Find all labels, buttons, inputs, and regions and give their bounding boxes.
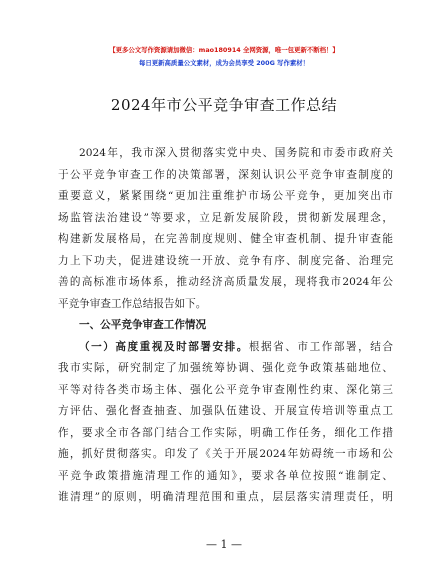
intro-line: 2024年，我市深入贯彻落实党中央、国务院和市委市政府关 xyxy=(79,147,393,159)
intro-line: 力上下功夫，促进建设统一开放、竞争有序、制度完备、治理完 xyxy=(58,254,393,267)
promo-banner-line1: 【更多公文写作资源请加微信：mao180914 全网资源，唯一包更新不断档！】 xyxy=(109,46,339,54)
intro-line: 重要意义，紧紧围绕“更加注重维护市场公平竞争，更加突出市 xyxy=(58,190,393,202)
document-title: 2024年市公平竞争审查工作总结 xyxy=(110,96,338,114)
subsection-heading: （一）高度重视及时部署安排。 xyxy=(79,340,249,353)
promo-banner-line2: 每日更新高质量公文素材，成为会员享受 200G 写作素材！ xyxy=(138,59,310,67)
subsection-line: 方评估、强化督查抽查、加强队伍建设、开展宣传培训等重点工 xyxy=(58,405,393,417)
intro-line: 构建新发展格局，在完善制度规则、健全审查机制、提升审查能 xyxy=(58,233,393,245)
intro-line: 平竞争审查工作总结报告如下。 xyxy=(58,297,207,310)
subsection-line: 施，抓好贯彻落实。印发了《关于开展2024年妨碍统一市场和公 xyxy=(58,448,393,460)
subsection-line: 平竞争政策措施清理工作的通知》，要求各单位按照“谁制定、 xyxy=(58,469,393,482)
subsection-first-text: 根据省、市工作部署，结合 xyxy=(248,340,393,353)
page-number: — 1 — xyxy=(206,538,242,551)
intro-line: 于公平竞争审查工作的决策部署，深刻认识公平竞争审查制度的 xyxy=(58,168,393,181)
subsection-line: 平等对待各类市场主体、强化公平竞争审查刚性约束、深化第三 xyxy=(58,383,393,396)
section-heading: 一、公平竞争审查工作情况 xyxy=(79,319,207,331)
subsection-line: 谁清理”的原则，明确清理范围和重点，层层落实清理责任，明 xyxy=(58,491,393,503)
intro-line: 场监管法治建设”等要求，立足新发展阶段，贯彻新发展理念， xyxy=(58,211,393,224)
subsection-first-line xyxy=(58,337,393,359)
subsection-line: 我市实际，研究制定了加强统筹协调、强化竞争政策基础地位、 xyxy=(58,362,393,374)
intro-line: 善的高标准市场体系，推动经济高质量发展，现将我市2024年公 xyxy=(58,276,393,288)
document-body xyxy=(58,143,393,509)
subsection-line: 作，要求全市各部门结合工作实际，明确工作任务，细化工作措 xyxy=(58,426,393,439)
